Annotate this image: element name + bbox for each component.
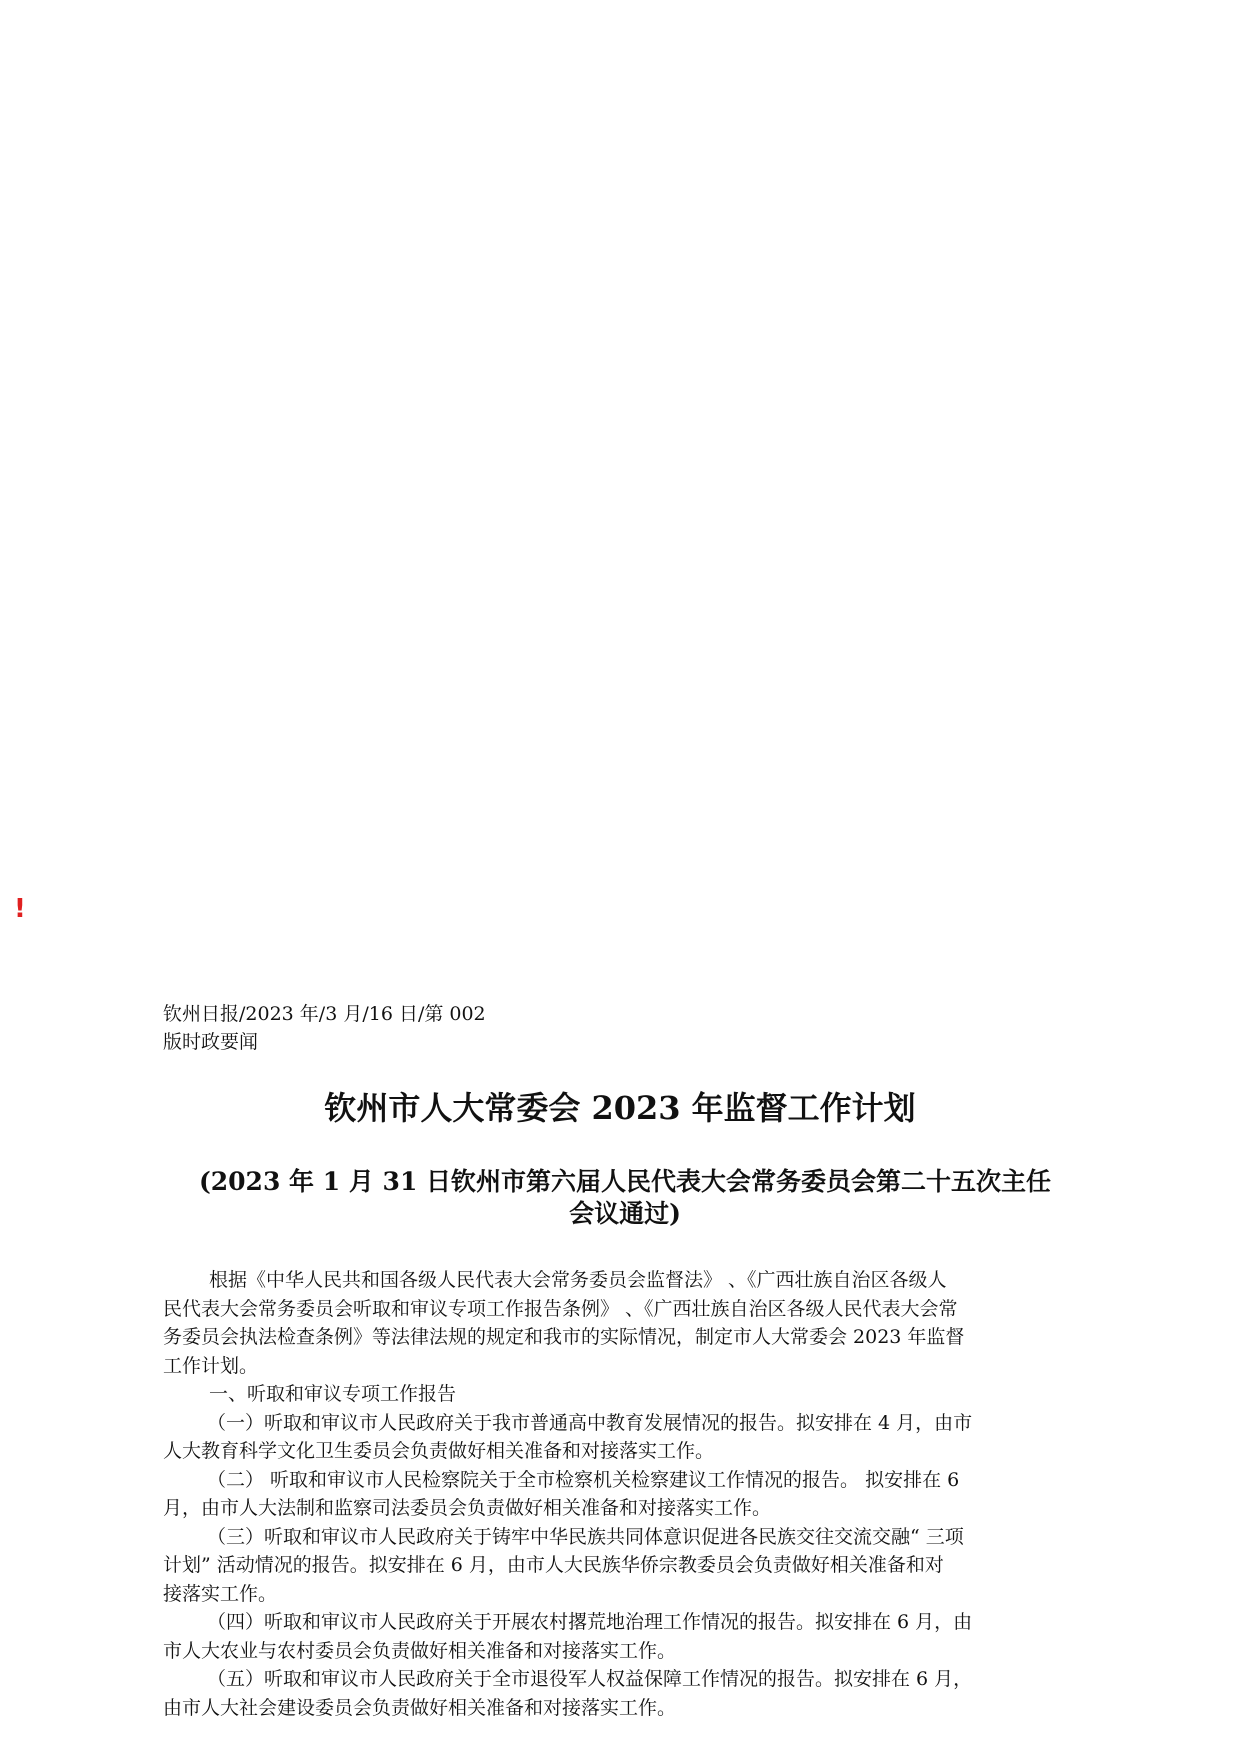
body-line: （一）听取和审议市人民政府关于我市普通高中教育发展情况的报告。拟安排在 4 月，由市: [207, 1411, 973, 1434]
body-line: 务委员会执法检查条例》等法律法规的规定和我市的实际情况，制定市人大常委会 2023 年监督: [163, 1326, 965, 1348]
body-line: 接落实工作。: [163, 1582, 278, 1605]
body-line: （三）听取和审议市人民政府关于铸牢中华民族共同体意识促进各民族交往交流交融“ 三项: [207, 1525, 964, 1548]
body-line: 市人大农业与农村委员会负责做好相关准备和对接落实工作。: [163, 1639, 677, 1662]
section-heading: 一、听取和审议专项工作报告: [209, 1383, 457, 1405]
subtitle-line-2: 会议通过): [569, 1199, 681, 1228]
subtitle-line-1: (2023 年 1 月 31 日钦州市第六届人民代表大会常务委员会第二十五次主任: [198, 1167, 1052, 1196]
document-body: [163, 1266, 1083, 1722]
body-line: 工作计划。: [163, 1354, 259, 1377]
source-line-1: 钦州日报/2023 年/3 月/16 日/第 002: [163, 1003, 486, 1025]
document-subtitle: [160, 1166, 1090, 1230]
source-line-2: 版时政要闻: [163, 1031, 259, 1053]
body-line: （二） 听取和审议市人民检察院关于全市检察机关检察建议工作情况的报告。 拟安排在 6: [207, 1468, 960, 1491]
body-line: （四）听取和审议市人民政府关于开展农村撂荒地治理工作情况的报告。拟安排在 6 月，由: [207, 1611, 973, 1633]
body-line: 计划” 活动情况的报告。拟安排在 6 月，由市人大民族华侨宗教委员会负责做好相关准备和对: [163, 1554, 944, 1576]
red-exclamation-mark: !: [14, 894, 26, 924]
body-line: 民代表大会常务委员会听取和审议专项工作报告条例》 、《广西壮族自治区各级人民代表大会常: [163, 1297, 958, 1320]
body-line: 人大教育科学文化卫生委员会负责做好相关准备和对接落实工作。: [163, 1440, 715, 1462]
document-title: 钦州市人大常委会 2023 年监督工作计划: [324, 1089, 916, 1127]
body-line: 由市人大社会建设委员会负责做好相关准备和对接落实工作。: [163, 1696, 677, 1719]
source-info: [163, 1000, 486, 1056]
body-line: 月，由市人大法制和监察司法委员会负责做好相关准备和对接落实工作。: [163, 1497, 772, 1519]
body-line: （五）听取和审议市人民政府关于全市退役军人权益保障工作情况的报告。拟安排在 6 月，: [207, 1668, 973, 1690]
body-line: 根据《中华人民共和国各级人民代表大会常务委员会监督法》 、《广西壮族自治区各级人: [209, 1269, 947, 1291]
